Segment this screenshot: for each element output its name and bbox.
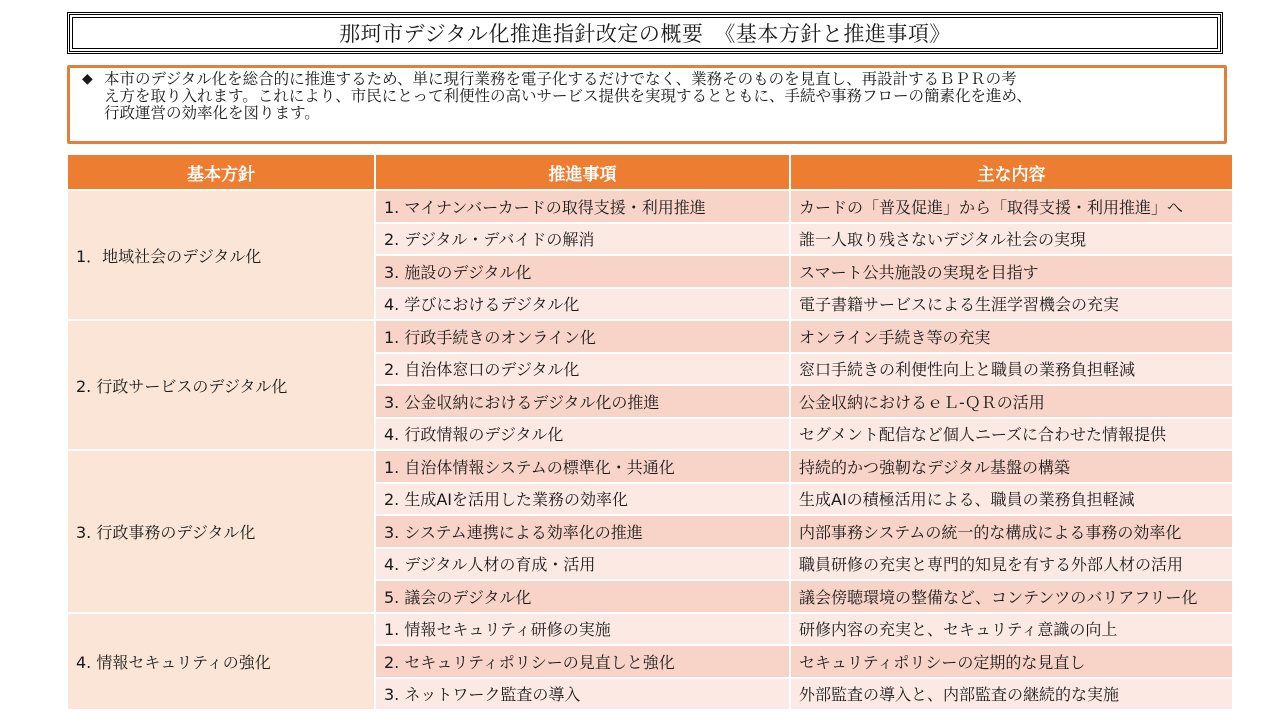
summary-box: [67, 65, 1227, 144]
header-promotion-items: 推進事項: [376, 155, 789, 189]
item-cell: 4. 学びにおけるデジタル化: [376, 289, 789, 320]
item-cell: 2. セキュリティポリシーの見直しと強化: [376, 646, 789, 677]
content-cell: 職員研修の充実と専門的知見を有する外部人材の活用: [791, 549, 1232, 580]
table-row: [68, 191, 1232, 222]
content-cell: 議会傍聴環境の整備など、コンテンツのバリアフリー化: [791, 581, 1232, 612]
table-row: [68, 451, 1232, 482]
item-cell: 2. 生成AIを活用した業務の効率化: [376, 484, 789, 515]
policy-cell: 2. 行政サービスのデジタル化: [68, 321, 374, 449]
summary-line: 行政運営の効率化を図ります。: [104, 104, 320, 122]
page-title-text: 那珂市デジタル化推進指針改定の概要 《基本方針と推進事項》: [339, 22, 951, 46]
table-row: [68, 614, 1232, 645]
content-cell: セグメント配信など個人ニーズに合わせた情報提供: [791, 419, 1232, 450]
content-cell: 外部監査の導入と、内部監査の継続的な実施: [791, 679, 1232, 710]
content-cell: オンライン手続き等の充実: [791, 321, 1232, 352]
header-main-content: 主な内容: [791, 155, 1232, 189]
content-cell: スマート公共施設の実現を目指す: [791, 256, 1232, 287]
header-basic-policy: 基本方針: [68, 155, 374, 189]
content-cell: 生成AIの積極活用による、職員の業務負担軽減: [791, 484, 1232, 515]
content-cell: カードの「普及促進」から「取得支援・利用推進」へ: [791, 191, 1232, 222]
content-cell: セキュリティポリシーの定期的な見直し: [791, 646, 1232, 677]
policy-cell: 3. 行政事務のデジタル化: [68, 451, 374, 612]
item-cell: 1. 行政手続きのオンライン化: [376, 321, 789, 352]
item-cell: 2. 自治体窓口のデジタル化: [376, 354, 789, 385]
item-cell: 3. システム連携による効率化の推進: [376, 516, 789, 547]
summary-line: え方を取り入れます。これにより、市民にとって利便性の高いサービス提供を実現するとともに、手続や事務フローの簡素化を進め、: [104, 87, 1032, 105]
summary-text: [104, 71, 1214, 141]
table-header-row: [68, 155, 1232, 189]
table-row: [68, 321, 1232, 352]
item-cell: 1. 自治体情報システムの標準化・共通化: [376, 451, 789, 482]
policy-table: [66, 153, 1234, 711]
page-title: [67, 12, 1223, 54]
item-cell: 3. 公金収納におけるデジタル化の推進: [376, 386, 789, 417]
content-cell: 電子書籍サービスによる生涯学習機会の充実: [791, 289, 1232, 320]
item-cell: 1. マイナンバーカードの取得支援・利用推進: [376, 191, 789, 222]
item-cell: 4. 行政情報のデジタル化: [376, 419, 789, 450]
item-cell: 2. デジタル・デバイドの解消: [376, 224, 789, 255]
content-cell: 誰一人取り残さないデジタル社会の実現: [791, 224, 1232, 255]
content-cell: 研修内容の充実と、セキュリティ意識の向上: [791, 614, 1232, 645]
content-cell: 窓口手続きの利便性向上と職員の業務負担軽減: [791, 354, 1232, 385]
content-cell: 内部事務システムの統一的な構成による事務の効率化: [791, 516, 1232, 547]
content-cell: 公金収納におけるｅＬ-ＱＲの活用: [791, 386, 1232, 417]
item-cell: 3. ネットワーク監査の導入: [376, 679, 789, 710]
summary-line: 本市のデジタル化を総合的に推進するため、単に現行業務を電子化するだけでなく、業務そのものを見直し、再設計するＢＰＲの考: [104, 70, 1017, 88]
diamond-bullet-icon: ◆: [82, 71, 93, 87]
content-cell: 持続的かつ強靭なデジタル基盤の構築: [791, 451, 1232, 482]
item-cell: 4. デジタル人材の育成・活用: [376, 549, 789, 580]
item-cell: 1. 情報セキュリティ研修の実施: [376, 614, 789, 645]
policy-cell: 1．地域社会のデジタル化: [68, 191, 374, 319]
policy-cell: 4. 情報セキュリティの強化: [68, 614, 374, 710]
item-cell: 3. 施設のデジタル化: [376, 256, 789, 287]
item-cell: 5. 議会のデジタル化: [376, 581, 789, 612]
